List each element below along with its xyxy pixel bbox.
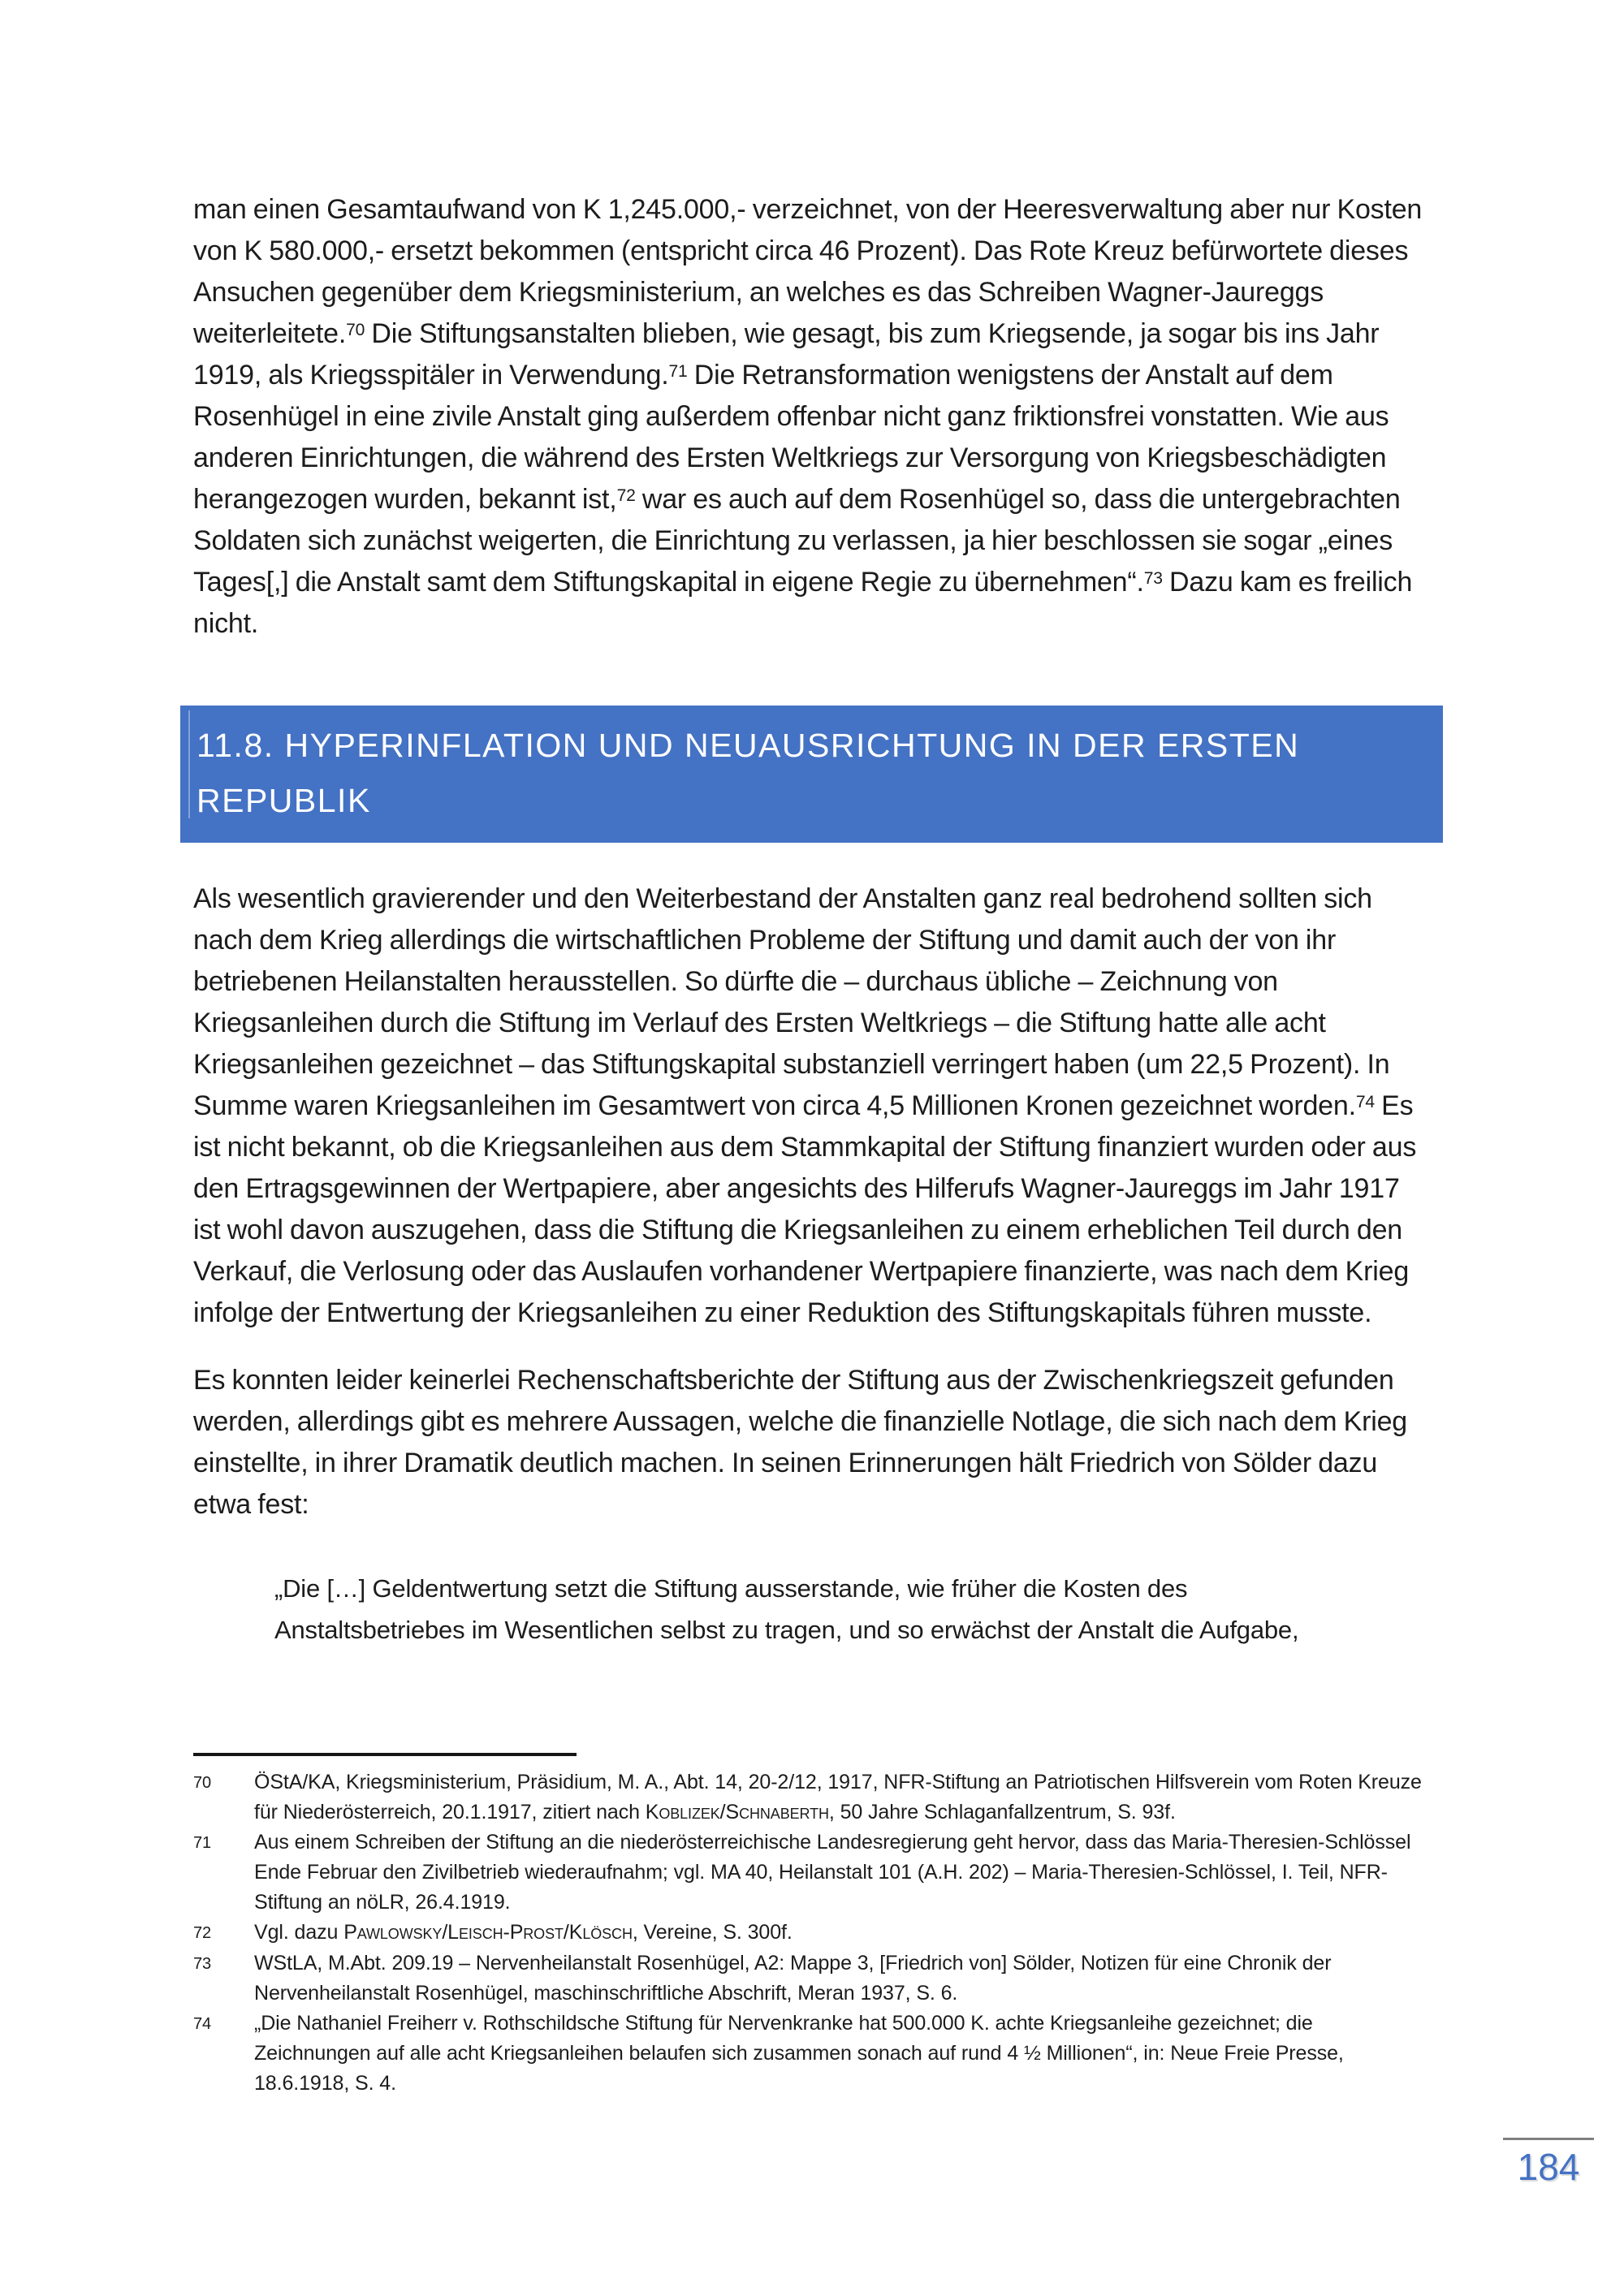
footnote-marker: 70 (193, 1774, 212, 1792)
footnote-item (193, 1949, 1429, 2009)
footnote-text: Aus einem Schreiben der Stiftung an die niederösterreichische Landesregierung geht hervor, dass das Maria-Theresien-Schlössel Ende Februar den Zivilbetrieb wiederaufnahm; vgl. MA 40, Heilanstalt 101 (A.H. 202) – Maria-Theresien-Schlössel, I. Teil, NFR-Stiftung an nöLR, 26.4.1919. (254, 1831, 1411, 1914)
paragraph: Als wesentlich gravierender und den Weiterbestand der Anstalten ganz real bedrohend sollten sich nach dem Krieg allerdings die wirtschaftlichen Probleme der Stiftung und damit auch der von ihr betriebenen Heilanstalten herausstellen. So dürfte die – durchaus übliche – Zeichnung von Kriegsanleihen durch die Stiftung im Verlauf des Ersten Weltkriegs – die Stiftung hatte alle acht Kriegsanleihen gezeichnet – das Stiftungskapital substanziell verringert haben (um 22,5 Prozent). In Summe waren Kriegsanleihen im Gesamtwert von circa 4,5 Millionen Kronen gezeichnet worden.$^{74}$ Es ist nicht bekannt, ob die Kriegsanleihen aus dem Stammkapital der Stiftung finanziert wurden oder aus den Ertragsgewinnen der Wertpapiere, aber angesichts des Hilferufs Wagner-Jaureggs im Jahr 1917 ist wohl davon auszugehen, dass die Stiftung die Kriegsanleihen zu einem erheblichen Teil durch den Verkauf, die Verlosung oder das Auslaufen vorhandener Wertpapiere finanzierte, was nach dem Krieg infolge der Entwertung der Kriegsanleihen zu einer Reduktion des Stiftungskapitals führen musste. (193, 883, 1417, 1328)
footnote-marker: 71 (193, 1834, 212, 1852)
paragraph: Es konnten leider keinerlei Rechenschaftsberichte der Stiftung aus der Zwischenkriegszeit gefunden werden, allerdings gibt es mehrere Aussagen, welche die finanzielle Notlage, die sich nach dem Krieg einstellte, in ihrer Dramatik deutlich machen. In seinen Erinnerungen hält Friedrich von Sölder dazu etwa fest: (193, 1365, 1407, 1520)
footnotes-list (193, 1767, 1429, 2099)
footnote-marker: 74 (193, 2015, 212, 2033)
footnote-item (193, 1767, 1429, 1828)
text-column (193, 189, 1429, 2099)
footnote-item (193, 2009, 1429, 2099)
paragraph: man einen Gesamtaufwand von K 1,245.000,- verzeichnet, von der Heeresverwaltung aber nur Kosten von K 580.000,- ersetzt bekommen (entspricht circa 46 Prozent). Das Rote Kreuz befürwortete dieses Ansuchen gegenüber dem Kriegsministerium, an welches es das Schreiben Wagner-Jaureggs weiterleitete.$^{70}$ Die Stiftungsanstalten blieben, wie gesagt, bis zum Kriegsende, ja sogar bis ins Jahr 1919, als Kriegsspitäler in Verwendung.$^{71}$ Die Retransformation wenigstens der Anstalt auf dem Rosenhügel in eine zivile Anstalt ging außerdem offenbar nicht ganz friktionsfrei vonstatten. Wie aus anderen Einrichtungen, die während des Ersten Weltkriegs zur Versorgung von Kriegsbeschädigten herangezogen wurden, bekannt ist,$^{72}$ war es auch auf dem Rosenhügel so, dass die untergebrachten Soldaten sich zunächst weigerten, die Einrichtung zu verlassen, ja hier beschlossen sie sogar „eines Tages[,] die Anstalt samt dem Stiftungskapital in eigene Regie zu übernehmen“.$^{73}$ Dazu kam es freilich nicht. (193, 194, 1423, 639)
footnote-marker: 72 (193, 1924, 212, 1942)
footer-rule (1503, 2138, 1594, 2140)
footnote-separator (193, 1753, 577, 1756)
footnote-text: WStLA, M.Abt. 209.19 – Nervenheilanstalt Rosenhügel, A2: Mappe 3, [Friedrich von] Sölder, Notizen für eine Chronik der Nervenheilanstalt Rosenhügel, maschinschriftliche Abschrift, Meran 1937, S. 6. (254, 1952, 1332, 2005)
footnote-text: Vgl. dazu Pawlowsky/Leisch-Prost/Klösch, Vereine, S. 300f. (254, 1921, 793, 1944)
footnote-marker: 73 (193, 1955, 212, 1973)
footnote-item (193, 1828, 1429, 1918)
block-quote: „Die […] Geldentwertung setzt die Stiftung ausserstande, wie früher die Kosten des Anstaltsbetriebes im Wesentlichen selbst zu tragen, und so erwächst der Anstalt die Aufgabe, (274, 1574, 1299, 1644)
footnote-text: „Die Nathaniel Freiherr v. Rothschildsche Stiftung für Nervenkranke hat 500.000 K. achte Kriegsanleihe gezeichnet; die Zeichnungen auf alle acht Kriegsanleihen belaufen sich zusammen sonach auf rund 4 ½ Millionen“, in: Neue Freie Presse, 18.6.1918, S. 4. (254, 2012, 1344, 2095)
page-number: 184 (1517, 2146, 1580, 2188)
footnote-item (193, 1918, 1429, 1949)
section-heading: 11.8. HYPERINFLATION UND NEUAUSRICHTUNG IN DER ERSTEN REPUBLIK (180, 706, 1443, 843)
footnote-text: ÖStA/KA, Kriegsministerium, Präsidium, M. A., Abt. 14, 20-2/12, 1917, NFR-Stiftung an Patriotischen Hilfsverein vom Roten Kreuze für Niederösterreich, 20.1.1917, zitiert nach Koblizek/Schnaberth, 50 Jahre Schlaganfallzentrum, S. 93f. (254, 1771, 1422, 1823)
page-footer (1503, 2138, 1594, 2189)
